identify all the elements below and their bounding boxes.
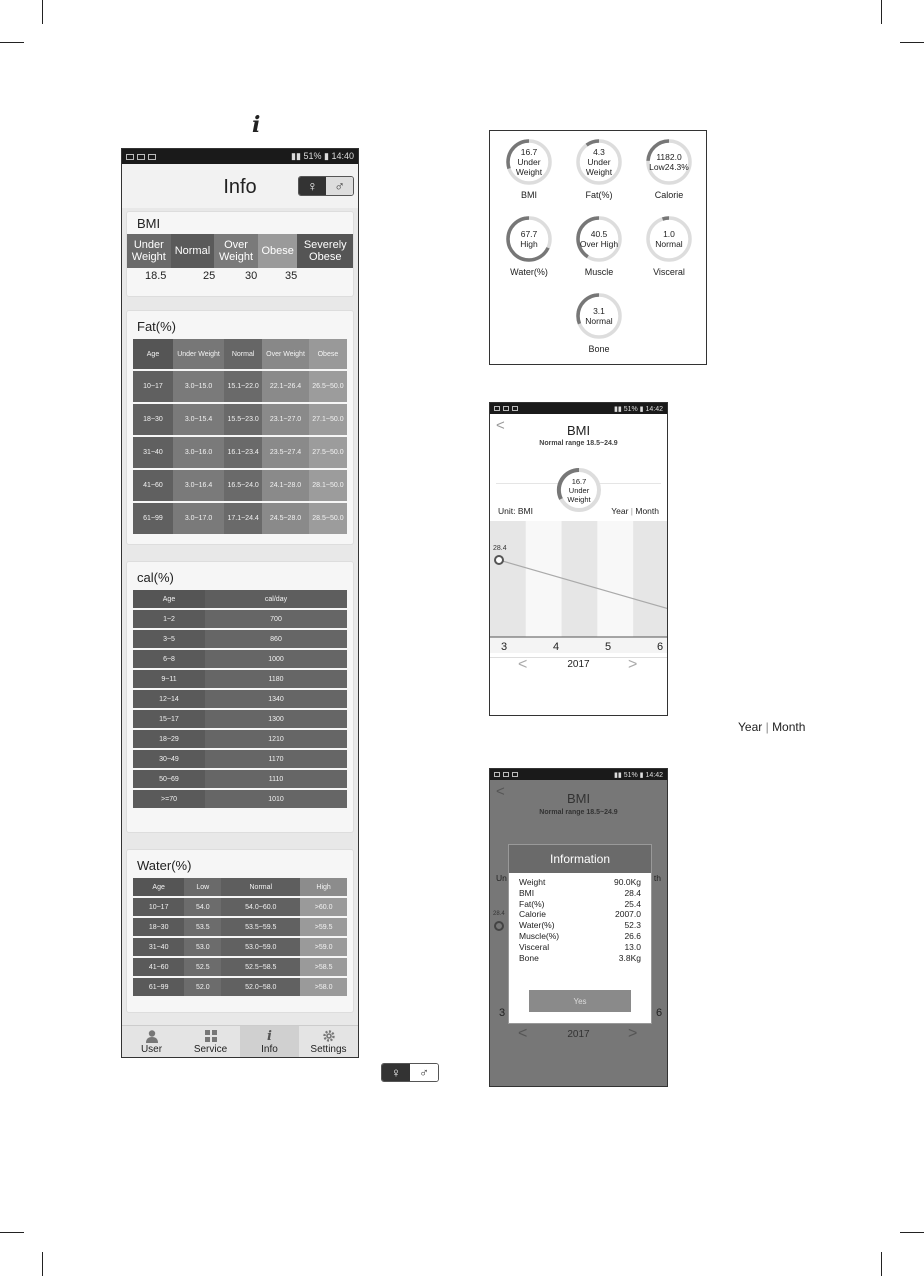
- bmi-segment: Severely Obese: [297, 234, 353, 268]
- table-header: [133, 590, 347, 608]
- clock: 14:42: [645, 405, 663, 413]
- chart-band: [633, 521, 668, 637]
- status-bar: [490, 769, 667, 780]
- table-cell: 18~30: [133, 918, 184, 936]
- gauge-text: [504, 214, 554, 264]
- table-cell: 9~11: [133, 670, 205, 688]
- table-row: [133, 958, 347, 976]
- table-cell: >=70: [133, 790, 205, 808]
- info-row: [519, 909, 641, 920]
- info-key: Bone: [519, 952, 539, 963]
- column-header: Obese: [309, 339, 347, 369]
- crop-mark: [881, 1252, 882, 1276]
- table-cell: 28.5~50.0: [309, 503, 347, 534]
- gauge-label: Visceral: [653, 267, 685, 277]
- nav-info-label: Info: [261, 1044, 278, 1055]
- table-row: [133, 790, 347, 808]
- notification-icons: [494, 406, 518, 411]
- signal-icon: ▮▮: [291, 151, 301, 161]
- year-month-caption: [738, 720, 805, 734]
- gauge-text: [574, 291, 624, 341]
- info-row: [519, 920, 641, 931]
- table-cell: 1170: [205, 750, 347, 768]
- bmi-threshold: 25: [203, 270, 216, 282]
- year-option[interactable]: Year: [611, 506, 629, 516]
- table-cell: >59.0: [300, 938, 347, 956]
- table-cell: 860: [205, 630, 347, 648]
- table-cell: 3.0~17.0: [173, 503, 224, 534]
- table-cell: 3.0~15.4: [173, 404, 224, 435]
- bmi-title: BMI: [137, 216, 161, 231]
- table-cell: 53.5: [184, 918, 221, 936]
- water-title: Water(%): [137, 858, 192, 873]
- unit-label: Unit: BMI: [498, 506, 533, 516]
- cal-card: [126, 561, 354, 833]
- table-cell: 52.5~58.5: [221, 958, 300, 976]
- prev-year-icon[interactable]: <: [518, 1025, 528, 1042]
- gauge-value: 16.7: [520, 147, 538, 157]
- gender-toggle[interactable]: [298, 176, 354, 196]
- normal-range: Normal range 18.5~24.9: [539, 440, 618, 447]
- table-cell: 1180: [205, 670, 347, 688]
- title-bar: [122, 164, 358, 208]
- month-label-clipped: th: [653, 873, 661, 883]
- next-year-icon[interactable]: >: [628, 1025, 638, 1042]
- table-cell: 30~49: [133, 750, 205, 768]
- crop-mark: [900, 1232, 924, 1233]
- table-cell: 1~2: [133, 610, 205, 628]
- table-row: [133, 650, 347, 668]
- battery-icon: ▮: [639, 771, 644, 779]
- water-card: [126, 849, 354, 1013]
- female-icon: ♀: [382, 1064, 410, 1081]
- info-row: [519, 899, 641, 910]
- table-cell: 18~29: [133, 730, 205, 748]
- table-row: [133, 470, 347, 501]
- table-cell: >58.0: [300, 978, 347, 996]
- table-cell: 50~69: [133, 770, 205, 788]
- table-cell: 52.0~58.0: [221, 978, 300, 996]
- column-header: cal/day: [205, 590, 347, 608]
- x-label-start: 3: [499, 1007, 506, 1019]
- status-bar: [490, 403, 667, 414]
- info-row: [519, 953, 641, 964]
- info-key: Fat(%): [519, 898, 545, 909]
- table-row: [133, 670, 347, 688]
- month-caption: Month: [772, 720, 806, 734]
- fat-card: [126, 310, 354, 545]
- status-right: [614, 405, 663, 413]
- crop-mark: [42, 1252, 43, 1276]
- column-header: Age: [133, 339, 173, 369]
- table-cell: 52.5: [184, 958, 221, 976]
- table-cell: 1340: [205, 690, 347, 708]
- table-cell: 16.5~24.0: [224, 470, 262, 501]
- notification-icons: [126, 154, 156, 160]
- table-row: [133, 770, 347, 788]
- nav-user[interactable]: [122, 1026, 181, 1057]
- notification-icons: [494, 772, 518, 777]
- gauge-state: Low24.3%: [649, 162, 689, 172]
- back-icon[interactable]: <: [496, 783, 505, 800]
- table-cell: 31~40: [133, 938, 184, 956]
- table-cell: 3.0~16.0: [173, 437, 224, 468]
- gear-icon: [322, 1029, 336, 1043]
- column-header: Age: [133, 878, 184, 896]
- bmi-gauge: [554, 465, 604, 515]
- info-key: BMI: [519, 887, 535, 898]
- table-cell: 10~17: [133, 371, 173, 402]
- bottom-nav: [122, 1025, 358, 1057]
- clock: 14:42: [645, 771, 663, 779]
- crop-mark: [0, 1232, 24, 1233]
- table-cell: 24.5~28.0: [262, 503, 309, 534]
- table-cell: 61~99: [133, 503, 173, 534]
- table-cell: 18~30: [133, 404, 173, 435]
- info-value: 3.8Kg: [618, 952, 641, 963]
- bmi-threshold: 30: [245, 270, 258, 282]
- male-icon: ♂: [410, 1064, 438, 1081]
- grid-icon: [204, 1029, 218, 1043]
- gauge-value: 3.1: [593, 306, 605, 316]
- status-bar: [122, 149, 358, 164]
- gauge-text: [574, 137, 624, 187]
- gauge-calorie: [644, 137, 694, 200]
- x-tick-label: 6: [656, 641, 664, 653]
- gauge-state: Under Weight: [585, 157, 613, 177]
- separator: |: [630, 506, 633, 516]
- table-cell: 10~17: [133, 898, 184, 916]
- fat-title: Fat(%): [137, 319, 176, 334]
- info-key: Weight: [519, 877, 546, 887]
- page-title: Info: [223, 176, 257, 198]
- column-header: Low: [184, 878, 221, 896]
- fat-table: [133, 337, 347, 536]
- crop-mark: [0, 42, 24, 43]
- gauge-visceral: [644, 214, 694, 277]
- table-cell: 1300: [205, 710, 347, 728]
- year-label: 2017: [567, 1029, 590, 1040]
- table-header: [133, 878, 347, 896]
- gauge-label: BMI: [520, 190, 537, 200]
- column-header: Age: [133, 590, 205, 608]
- bmi-threshold: 35: [285, 270, 298, 282]
- table-cell: 23.5~27.4: [262, 437, 309, 468]
- table-cell: >59.5: [300, 918, 347, 936]
- battery-level: 51%: [623, 771, 638, 779]
- info-value: 26.6: [624, 930, 641, 941]
- nav-info[interactable]: [240, 1026, 299, 1057]
- unit-label-clipped: Un: [496, 873, 507, 883]
- table-cell: 23.1~27.0: [262, 404, 309, 435]
- gauge-state: Under Weight: [567, 485, 591, 504]
- gauge-state: High: [520, 239, 538, 249]
- x-label-end: 6: [656, 1007, 663, 1019]
- table-cell: 3.0~16.4: [173, 470, 224, 501]
- information-dialog: [508, 844, 652, 1024]
- info-screen: [121, 148, 359, 1058]
- gauge-label: Muscle: [584, 267, 614, 277]
- bmi-segment: Obese: [258, 234, 298, 268]
- bmi-trend-chart: [490, 521, 668, 653]
- table-cell: 27.5~50.0: [309, 437, 347, 468]
- cal-title: cal(%): [137, 570, 174, 585]
- crop-mark: [42, 0, 43, 24]
- column-header: Over Weight: [262, 339, 309, 369]
- table-row: [133, 750, 347, 768]
- gauge-bone: [574, 291, 624, 354]
- table-row: [133, 371, 347, 402]
- back-icon[interactable]: <: [496, 417, 505, 434]
- gender-toggle-caption: [381, 1063, 439, 1082]
- info-value: 13.0: [624, 941, 641, 952]
- table-cell: 53.5~59.5: [221, 918, 300, 936]
- year-label: 2017: [567, 659, 590, 670]
- table-cell: 41~60: [133, 958, 184, 976]
- table-cell: 41~60: [133, 470, 173, 501]
- gauge-water: [504, 214, 554, 277]
- information-screen: [489, 768, 668, 1087]
- table-cell: 15.5~23.0: [224, 404, 262, 435]
- table-row: [133, 630, 347, 648]
- info-value: 52.3: [624, 920, 641, 931]
- table-row: [133, 710, 347, 728]
- info-key: Muscle(%): [519, 930, 560, 941]
- table-cell: 16.1~23.4: [224, 437, 262, 468]
- table-row: [133, 437, 347, 468]
- bmi-segment: Under Weight: [127, 234, 171, 268]
- gauge-state: Normal: [585, 316, 613, 326]
- table-cell: 61~99: [133, 978, 184, 996]
- x-tick-label: 5: [604, 641, 612, 653]
- gauge-value: 4.3: [593, 147, 605, 157]
- nav-service-label: Service: [193, 1044, 228, 1055]
- next-year-icon[interactable]: >: [628, 656, 638, 673]
- info-key: Water(%): [519, 920, 555, 931]
- info-key: Calorie: [519, 909, 546, 920]
- bmi-threshold: 18.5: [145, 270, 167, 282]
- gauge-value: 40.5: [590, 229, 608, 239]
- table-cell: 15.1~22.0: [224, 371, 262, 402]
- gauge-value: 1182.0: [656, 152, 682, 162]
- prev-year-icon[interactable]: <: [518, 656, 528, 673]
- data-label: 28.4: [493, 545, 507, 552]
- gauge-value: 67.7: [520, 229, 538, 239]
- gauge-text: [644, 214, 694, 264]
- battery-icon: ▮: [639, 405, 644, 413]
- signal-icon: ▮▮: [614, 771, 622, 779]
- x-tick-label: 3: [500, 641, 508, 653]
- gauge-state: Under Weight: [515, 157, 543, 177]
- chart-band: [490, 521, 526, 637]
- table-row: [133, 730, 347, 748]
- info-value: 25.4: [624, 898, 641, 909]
- table-cell: 26.5~50.0: [309, 371, 347, 402]
- info-row: [519, 931, 641, 942]
- table-cell: 3~5: [133, 630, 205, 648]
- chart-point: [494, 921, 504, 931]
- gauge-label: Water(%): [510, 267, 548, 277]
- data-point[interactable]: [495, 556, 503, 564]
- table-cell: 1210: [205, 730, 347, 748]
- gauge-state: Normal: [655, 239, 683, 249]
- table-cell: 31~40: [133, 437, 173, 468]
- gauge-text: [644, 137, 694, 187]
- bmi-segment: Normal: [171, 234, 215, 268]
- info-row: [519, 877, 641, 888]
- table-row: [133, 938, 347, 956]
- table-cell: 700: [205, 610, 347, 628]
- gauge-text: [574, 214, 624, 264]
- bmi-scale: [127, 234, 353, 268]
- table-header: [133, 339, 347, 369]
- measurement-gauges: [489, 130, 707, 365]
- info-row: [519, 888, 641, 899]
- separator: |: [765, 720, 769, 734]
- divider: [490, 657, 667, 658]
- gauge-muscle: [574, 214, 624, 277]
- table-cell: 52.0: [184, 978, 221, 996]
- table-cell: 54.0: [184, 898, 221, 916]
- crop-mark: [881, 0, 882, 24]
- column-header: Normal: [224, 339, 262, 369]
- info-key: Visceral: [519, 941, 550, 952]
- table-row: [133, 978, 347, 996]
- table-cell: 28.1~50.0: [309, 470, 347, 501]
- bmi-thresholds: [127, 268, 353, 284]
- chart-point-label: 28.4: [493, 911, 505, 917]
- female-icon[interactable]: ♀: [299, 177, 326, 195]
- year-caption: Year: [738, 720, 763, 734]
- gauge-bmi: [504, 137, 554, 200]
- screen-title: BMI: [566, 791, 591, 806]
- gauge-label: Calorie: [654, 190, 684, 200]
- column-header: High: [300, 878, 347, 896]
- gauge-text: [504, 137, 554, 187]
- table-row: [133, 503, 347, 534]
- table-row: [133, 404, 347, 435]
- bmi-chart-screen: [489, 402, 668, 716]
- battery-icon: ▮: [324, 151, 329, 161]
- info-value: 28.4: [624, 887, 641, 898]
- screen-title: BMI: [566, 423, 591, 438]
- crop-mark: [900, 42, 924, 43]
- x-tick-label: 4: [552, 641, 560, 653]
- table-cell: 6~8: [133, 650, 205, 668]
- table-cell: 24.1~28.0: [262, 470, 309, 501]
- battery-level: 51%: [303, 151, 322, 161]
- table-cell: 3.0~15.0: [173, 371, 224, 402]
- table-cell: 12~14: [133, 690, 205, 708]
- clock: 14:40: [331, 151, 354, 161]
- status-right: [291, 151, 354, 162]
- chart-band: [526, 521, 562, 637]
- month-option[interactable]: Month: [635, 506, 659, 516]
- status-right: [614, 771, 663, 779]
- info-row: [519, 942, 641, 953]
- table-row: [133, 690, 347, 708]
- gauge-label: Bone: [588, 344, 610, 354]
- table-cell: >60.0: [300, 898, 347, 916]
- table-cell: 53.0: [184, 938, 221, 956]
- user-icon: [145, 1029, 159, 1043]
- column-header: Normal: [221, 878, 300, 896]
- table-cell: >58.5: [300, 958, 347, 976]
- table-cell: 53.0~59.0: [221, 938, 300, 956]
- table-cell: 17.1~24.4: [224, 503, 262, 534]
- period-toggle[interactable]: [611, 506, 659, 516]
- info-value: 90.0Kg: [614, 877, 641, 887]
- table-cell: 22.1~26.4: [262, 371, 309, 402]
- table-row: [133, 610, 347, 628]
- column-header: Under Weight: [173, 339, 224, 369]
- info-icon: i: [252, 112, 261, 138]
- chart-band: [597, 521, 633, 637]
- table-cell: 1110: [205, 770, 347, 788]
- male-icon[interactable]: ♂: [326, 177, 353, 195]
- nav-settings[interactable]: [299, 1026, 358, 1057]
- bmi-segment: Over Weight: [214, 234, 258, 268]
- gauge-value: 16.7: [571, 476, 587, 486]
- info-icon: i: [267, 1028, 272, 1044]
- table-row: [133, 918, 347, 936]
- table-cell: 27.1~50.0: [309, 404, 347, 435]
- signal-icon: ▮▮: [614, 405, 622, 413]
- gauge-fat: [574, 137, 624, 200]
- table-cell: 1010: [205, 790, 347, 808]
- table-cell: 15~17: [133, 710, 205, 728]
- bmi-card: [126, 211, 354, 297]
- ok-button[interactable]: Yes: [529, 990, 631, 1012]
- table-cell: 1000: [205, 650, 347, 668]
- battery-level: 51%: [623, 405, 638, 413]
- table-row: [133, 898, 347, 916]
- dialog-title: Information: [509, 845, 651, 873]
- water-table: [133, 876, 347, 998]
- cal-table: [133, 588, 347, 810]
- gauge-state: Over High: [579, 239, 619, 249]
- normal-range: Normal range 18.5~24.9: [539, 809, 618, 816]
- table-cell: 54.0~60.0: [221, 898, 300, 916]
- nav-user-label: User: [140, 1044, 163, 1055]
- dialog-rows: [509, 873, 651, 963]
- info-value: 2007.0: [615, 909, 641, 920]
- gauge-value: 1.0: [663, 229, 675, 239]
- nav-service[interactable]: [181, 1026, 240, 1057]
- gauge-label: Fat(%): [585, 190, 613, 200]
- nav-settings-label: Settings: [310, 1044, 347, 1055]
